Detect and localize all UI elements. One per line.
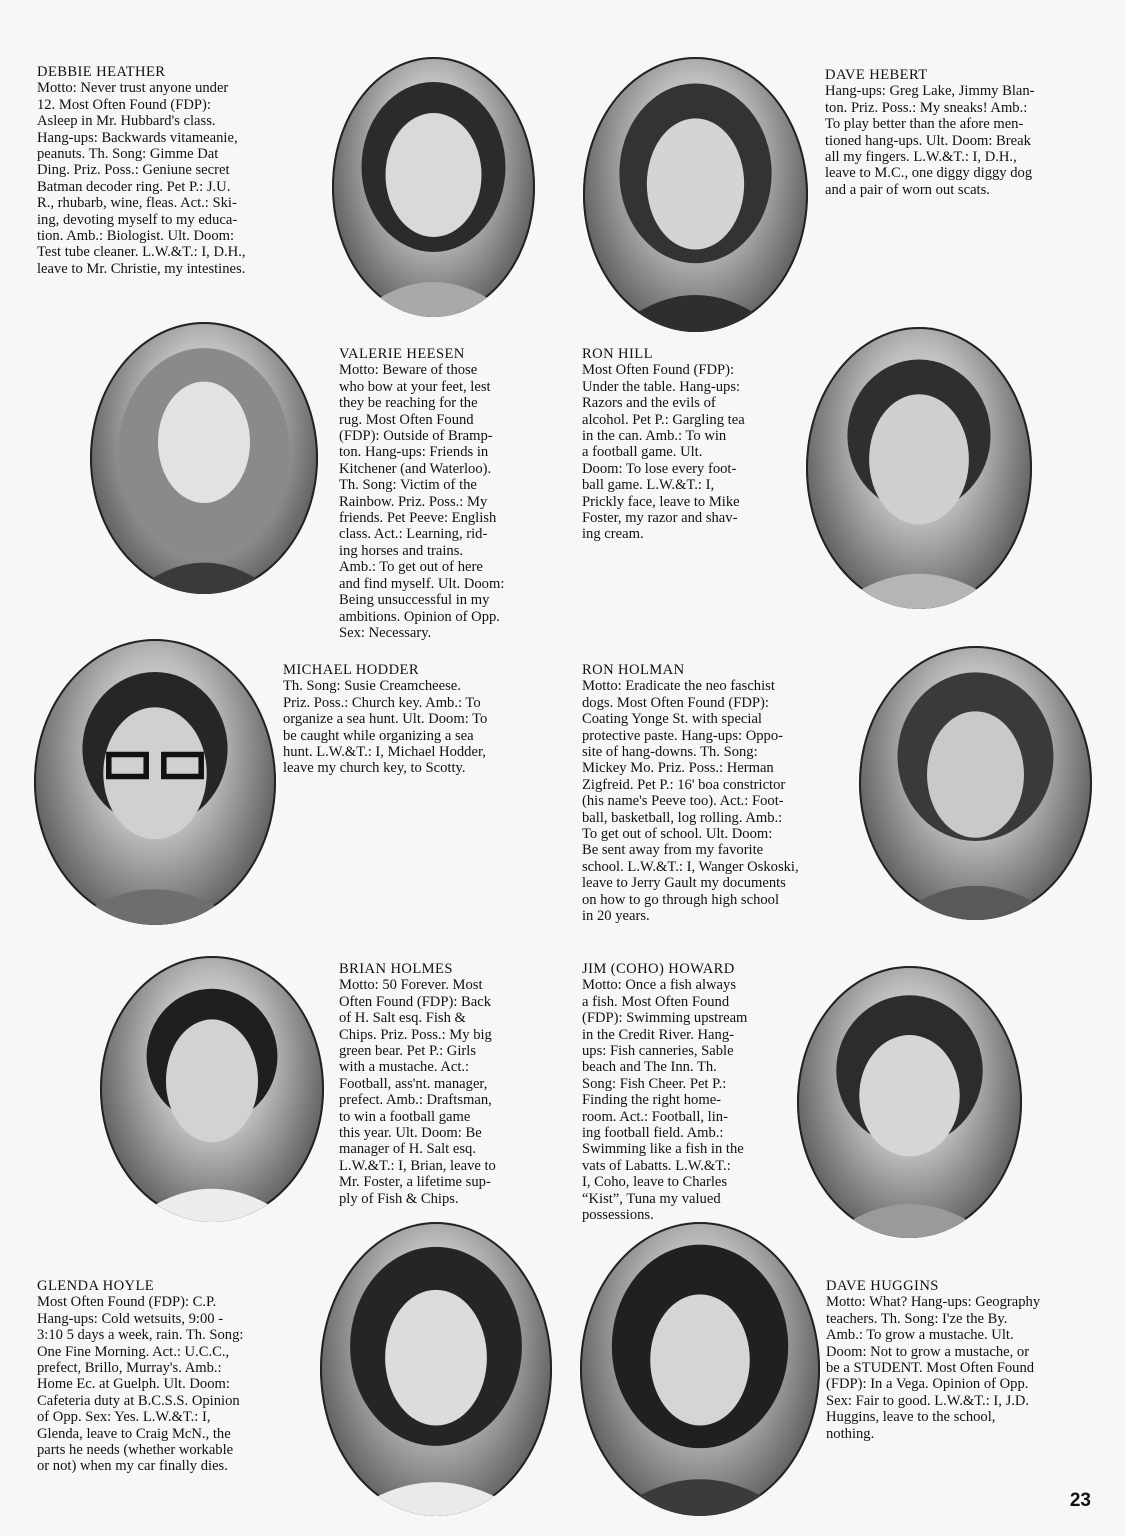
student-bio: Motto: What? Hang-ups: Geography teachers. Th. Song: I'ze the By. Amb.: To grow a mustache. Ult. Doom: Not to grow a mustache, or be a STUDENT. Most Often Found (FDP): In a Vega. Opinion of Opp. Sex: Fair to good. L.W.&T.: I, J.D. Huggins, leave to the school, nothing. bbox=[826, 1294, 1041, 1442]
page-number: 23 bbox=[1069, 1490, 1091, 1511]
student-entry-jim-howard bbox=[582, 961, 747, 1224]
portrait-photo-brian-holmes bbox=[100, 956, 324, 1222]
student-bio: Th. Song: Susie Creamcheese. Priz. Poss.: Church key. Amb.: To organize a sea hunt. Ult. Doom: To be caught while organizing a sea hunt. L.W.&T.: I, Michael Hodder, leave my church key, to Scotty. bbox=[283, 678, 488, 777]
portrait-photo-dave-hebert bbox=[583, 57, 808, 332]
person-silhouette-icon bbox=[34, 639, 276, 925]
student-entry-michael-hodder bbox=[283, 662, 487, 777]
portrait-photo-debbie-heather bbox=[332, 57, 535, 317]
student-bio: Motto: Never trust anyone under 12. Most Often Found (FDP): Asleep in Mr. Hubbard's class. Hang-ups: Backwards vitameanie, peanuts. Th. Song: Gimme Dat Ding. Priz. Poss.: Geniune secret Batman decoder ring. Pet P.: J.U. R., rhubarb, wine, fleas. Act.: Ski- ing, devoting myself to my educa- tion. Amb.: Biologist. Ult. Doom: Test tube cleaner. L.W.&T.: I, D.H., leave to Mr. Christie, my intestines. bbox=[37, 80, 246, 277]
portrait-photo-dave-huggins bbox=[580, 1222, 820, 1516]
person-silhouette-icon bbox=[580, 1222, 820, 1516]
student-bio: Most Often Found (FDP): Under the table. Hang-ups: Razors and the evils of alcohol. Pet P.: Gargling tea in the can. Amb.: To win a football game. Ult. Doom: To lose every foot- ball game. L.W.&T.: I, Prickly face, leave to Mike Foster, my razor and shav- ing cream. bbox=[582, 362, 745, 543]
student-entry-dave-huggins bbox=[826, 1278, 1040, 1442]
student-name: JIM (COHO) HOWARD bbox=[582, 961, 735, 977]
person-silhouette-icon bbox=[320, 1222, 552, 1516]
portrait-photo-jim-howard bbox=[797, 966, 1022, 1238]
student-name: MICHAEL HODDER bbox=[283, 662, 419, 678]
person-silhouette-icon bbox=[806, 327, 1032, 609]
portrait-photo-ron-hill bbox=[806, 327, 1032, 609]
student-entry-brian-holmes bbox=[339, 961, 496, 1207]
student-entry-dave-hebert bbox=[825, 67, 1035, 198]
student-name: DEBBIE HEATHER bbox=[37, 64, 166, 80]
student-entry-debbie-heather bbox=[37, 64, 246, 277]
student-name: GLENDA HOYLE bbox=[37, 1278, 155, 1294]
student-bio: Hang-ups: Greg Lake, Jimmy Blan- ton. Priz. Poss.: My sneaks! Amb.: To play better than the afore men- tioned hang-ups. Ult. Doom: Break all my fingers. L.W.&T.: I, D.H., leave to M.C., one diggy diggy dog and a pair of worn out scats. bbox=[825, 83, 1035, 198]
portrait-photo-michael-hodder bbox=[34, 639, 276, 925]
person-silhouette-icon bbox=[797, 966, 1022, 1238]
student-name: BRIAN HOLMES bbox=[339, 961, 453, 977]
student-entry-ron-hill bbox=[582, 346, 745, 543]
person-silhouette-icon bbox=[859, 646, 1092, 920]
person-silhouette-icon bbox=[332, 57, 535, 317]
student-entry-glenda-hoyle bbox=[37, 1278, 243, 1475]
student-name: RON HILL bbox=[582, 346, 653, 362]
portrait-photo-glenda-hoyle bbox=[320, 1222, 552, 1516]
person-silhouette-icon bbox=[583, 57, 808, 332]
student-name: DAVE HEBERT bbox=[825, 67, 928, 83]
student-name: RON HOLMAN bbox=[582, 662, 685, 678]
student-bio: Motto: 50 Forever. Most Often Found (FDP): Back of H. Salt esq. Fish & Chips. Priz. Poss.: My big green bear. Pet P.: Girls with a mustache. Act.: Football, ass'nt. manager, prefect. Amb.: Draftsman, to win a football game this year. Ult. Doom: Be manager of H. Salt esq. L.W.&T.: I, Brian, leave to Mr. Foster, a lifetime sup- ply of Fish & Chips. bbox=[339, 977, 496, 1207]
student-name: VALERIE HEESEN bbox=[339, 346, 465, 362]
student-bio: Motto: Eradicate the neo faschist dogs. Most Often Found (FDP): Coating Yonge St. with special protective paste. Hang-ups: Oppo- site of hang-downs. Th. Song: Mickey Mo. Priz. Poss.: Herman Zigfreid. Pet P.: 16' boa constrictor (his name's Peeve too). Act.: Foot- ball, basketball, log rolling. Amb.: To get out of school. Ult. Doom: Be sent away from my favorite school. L.W.&T.: I, Wanger Oskoski, leave to Jerry Gault my documents on how to go through high school in 20 years. bbox=[582, 678, 799, 925]
person-silhouette-icon bbox=[100, 956, 324, 1222]
student-entry-ron-holman bbox=[582, 662, 799, 925]
portrait-photo-valerie-heesen bbox=[90, 322, 318, 594]
student-bio: Motto: Once a fish always a fish. Most Often Found (FDP): Swimming upstream in the Credit River. Hang- ups: Fish canneries, Sable beach and The Inn. Th. Song: Fish Cheer. Pet P.: Finding the right home- room. Act.: Football, lin- ing football field. Amb.: Swimming like a fish in the vats of Labatts. L.W.&T.: I, Coho, leave to Charles “Kist”, Tuna my valued possessions. bbox=[582, 977, 748, 1224]
portrait-photo-ron-holman bbox=[859, 646, 1092, 920]
person-silhouette-icon bbox=[90, 322, 318, 594]
student-bio: Motto: Beware of those who bow at your feet, lest they be reaching for the rug. Most Often Found (FDP): Outside of Bramp- ton. Hang-ups: Friends in Kitchener (and Waterloo). Th. Song: Victim of the Rainbow. Priz. Poss.: My friends. Pet Peeve: English class. Act.: Learning, rid- ing horses and trains. Amb.: To get out of here and find myself. Ult. Doom: Being unsuccessful in my ambitions. Opinion of Opp. Sex: Necessary. bbox=[339, 362, 505, 641]
student-bio: Most Often Found (FDP): C.P. Hang-ups: Cold wetsuits, 9:00 - 3:10 5 days a week, rain. Th. Song: One Fine Morning. Act.: U.C.C., prefect, Brillo, Murray's. Amb.: Home Ec. at Guelph. Ult. Doom: Cafeteria duty at B.C.S.S. Opinion of Opp. Sex: Yes. L.W.&T.: I, Glenda, leave to Craig McN., the parts he needs (whether workable or not) when my car finally dies. bbox=[37, 1294, 244, 1475]
student-name: DAVE HUGGINS bbox=[826, 1278, 939, 1294]
student-entry-valerie-heesen bbox=[339, 346, 504, 641]
